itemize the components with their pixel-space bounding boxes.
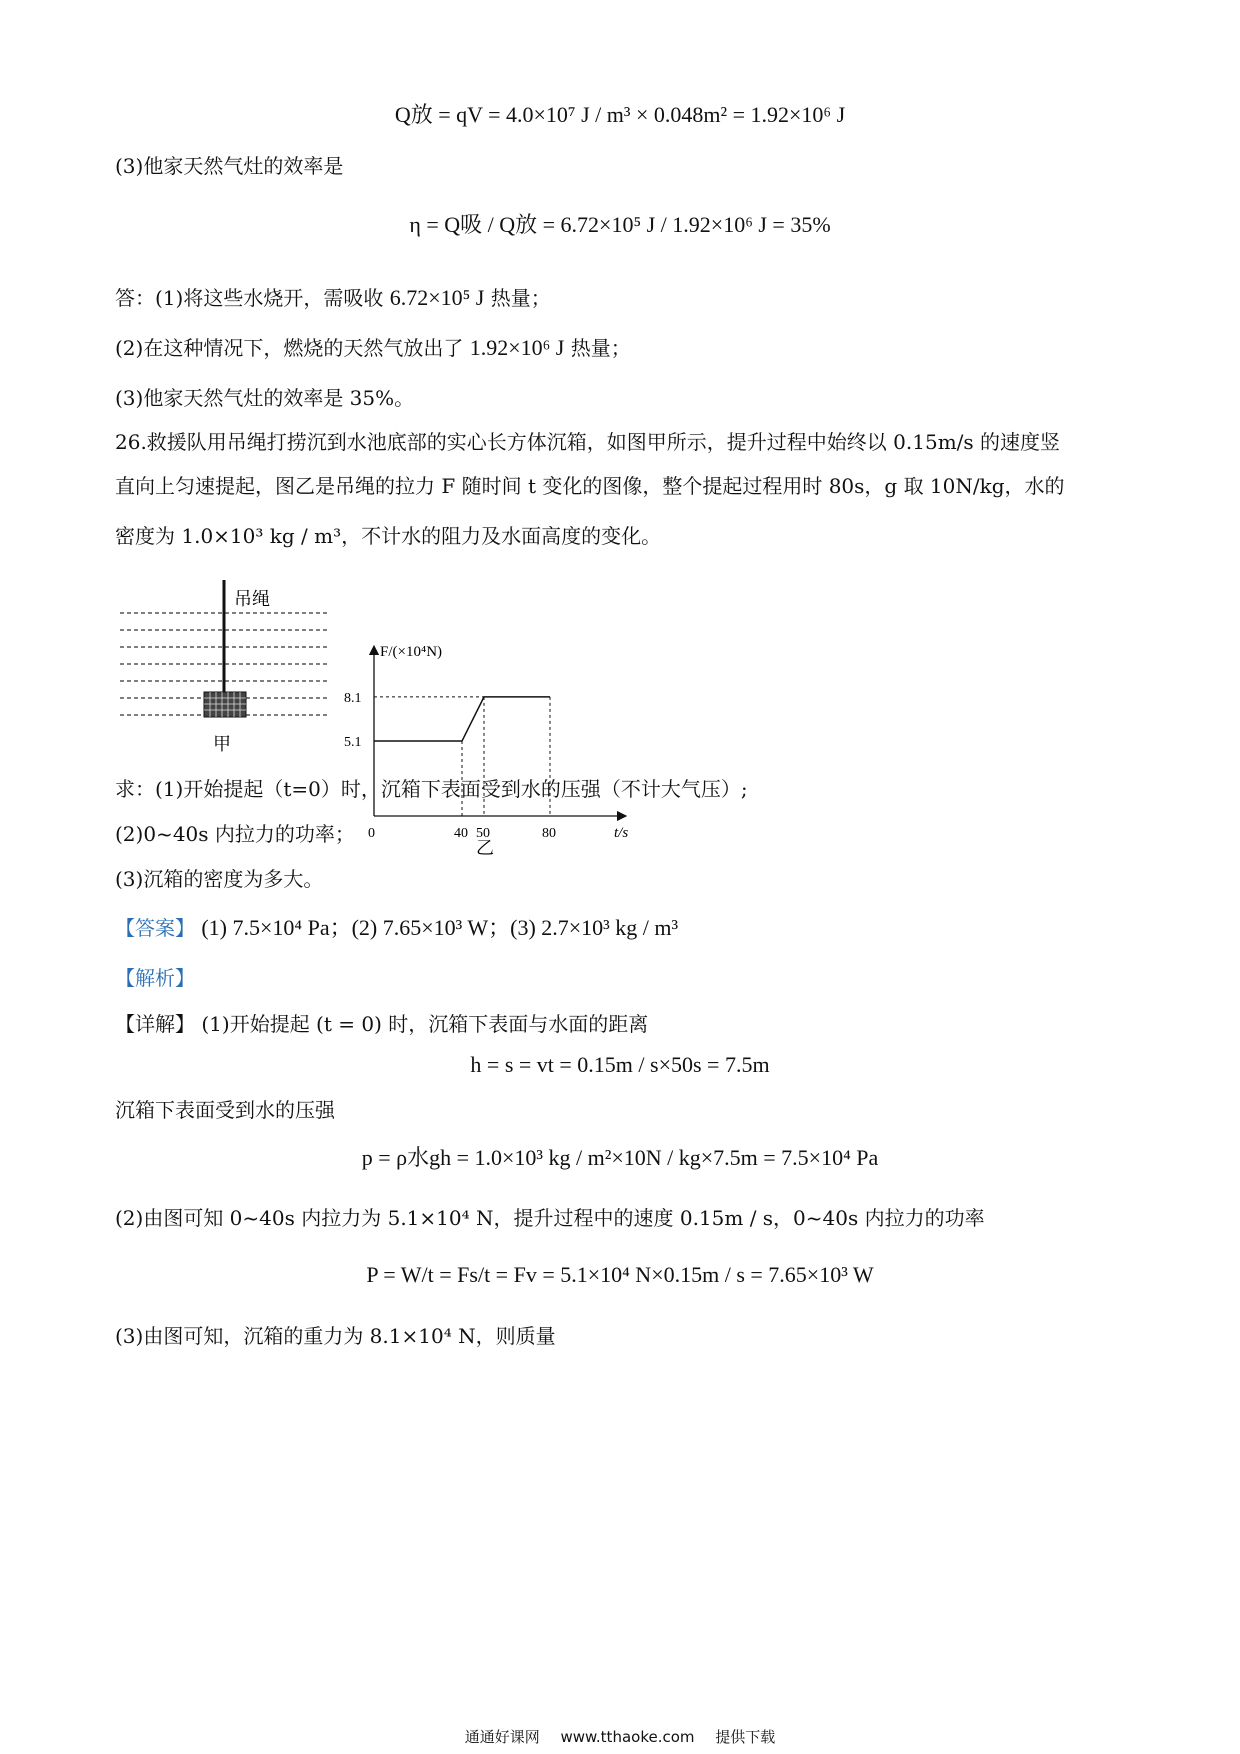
footer-note: 提供下载	[715, 1728, 776, 1746]
question-26-line-1: 26.救援队用吊绳打捞沉到水池底部的实心长方体沉箱，如图甲所示，提升过程中始终以 0.15m/s 的速度竖	[115, 430, 1061, 454]
y-axis-label: F/(×10⁴N)	[380, 644, 443, 660]
answer-tag: 【答案】	[115, 916, 195, 940]
q-release-equation: Q放 = qV = 4.0×10⁷ J / m³ × 0.048m² = 1.92×10⁶ J	[394, 102, 846, 127]
answer-2-value: 1.92×10⁶ J	[469, 335, 565, 360]
origin-tick-label: 0	[368, 826, 375, 841]
figure-yi-caption: 乙	[476, 838, 494, 855]
x-axis-label: t/s	[614, 825, 629, 841]
figure-yi-chart	[340, 640, 640, 855]
y-tick-label: 5.1	[344, 735, 362, 751]
answer-line-3: (3)他家天然气灶的效率是 35%。	[115, 386, 415, 410]
x-tick-label: 80	[542, 826, 556, 841]
depth-equation: h = s = vt = 0.15m / s×50s = 7.5m	[470, 1052, 770, 1077]
footer-site-name: 通通好课网	[464, 1728, 540, 1746]
power-equation: P = W/t = Fs/t = Fv = 5.1×10⁴ N×0.15m / s = 7.65×10³ W	[366, 1262, 874, 1287]
figure-jia-caption: 甲	[213, 734, 231, 754]
ask-1: 求：(1)开始提起（t=0）时，沉箱下表面受到水的压强（不计大气压）;	[115, 777, 748, 801]
detail-line-2: (2)由图可知 0~40s 内拉力为 5.1×10⁴ N，提升过程中的速度 0.15m / s，0~40s 内拉力的功率	[115, 1206, 985, 1230]
answer-2-suffix: 热量；	[570, 336, 631, 360]
pressure-equation: p = ρ水gh = 1.0×10³ kg / m²×10N / kg×7.5m = 7.5×10⁴ Pa	[361, 1145, 879, 1170]
ask-3: (3)沉箱的密度为多大。	[115, 867, 324, 891]
caisson-box	[204, 692, 246, 717]
x-tick-label: 50	[476, 826, 490, 841]
question-26-line-3: 密度为 1.0×10³ kg / m³，不计水的阻力及水面高度的变化。	[115, 524, 662, 548]
answer-body: (1) 7.5×10⁴ Pa；(2) 7.65×10³ W；(3) 2.7×10³ kg / m³	[201, 915, 679, 940]
detail-1-text: (1)开始提起 (t = 0) 时，沉箱下表面与水面的距离	[201, 1012, 649, 1036]
efficiency-intro: (3)他家天然气灶的效率是	[115, 154, 344, 178]
answer-line	[115, 914, 678, 942]
detail-tag: 【详解】	[115, 1012, 195, 1036]
ask-2: (2)0~40s 内拉力的功率；	[115, 822, 355, 846]
series-line	[374, 697, 550, 741]
efficiency-equation: η = Q吸 / Q放 = 6.72×10⁵ J / 1.92×10⁶ J = 35%	[409, 212, 831, 237]
answer-line-1	[115, 284, 551, 312]
answer-1-prefix: 答：(1)将这些水烧开，需吸收	[115, 286, 384, 310]
detail-line-1	[115, 1010, 648, 1038]
analysis-tag: 【解析】	[115, 966, 195, 990]
detail-line-3: (3)由图可知，沉箱的重力为 8.1×10⁴ N，则质量	[115, 1324, 556, 1348]
figure-jia	[110, 575, 340, 845]
rope-label: 吊绳	[234, 589, 270, 609]
footer-url[interactable]: www.tthaoke.com	[560, 1728, 695, 1746]
page-footer	[0, 1726, 1240, 1747]
question-26-line-2: 直向上匀速提起，图乙是吊绳的拉力 F 随时间 t 变化的图像，整个提起过程用时 80s，g 取 10N/kg，水的	[115, 474, 1065, 498]
y-tick-label: 8.1	[344, 690, 362, 706]
answer-1-value: 6.72×10⁵ J	[389, 285, 485, 310]
pressure-intro: 沉箱下表面受到水的压强	[115, 1098, 335, 1122]
x-tick-label: 40	[454, 826, 468, 841]
answer-2-prefix: (2)在这种情况下，燃烧的天然气放出了	[115, 336, 464, 360]
answer-line-2	[115, 334, 631, 362]
answer-1-suffix: 热量；	[490, 286, 551, 310]
